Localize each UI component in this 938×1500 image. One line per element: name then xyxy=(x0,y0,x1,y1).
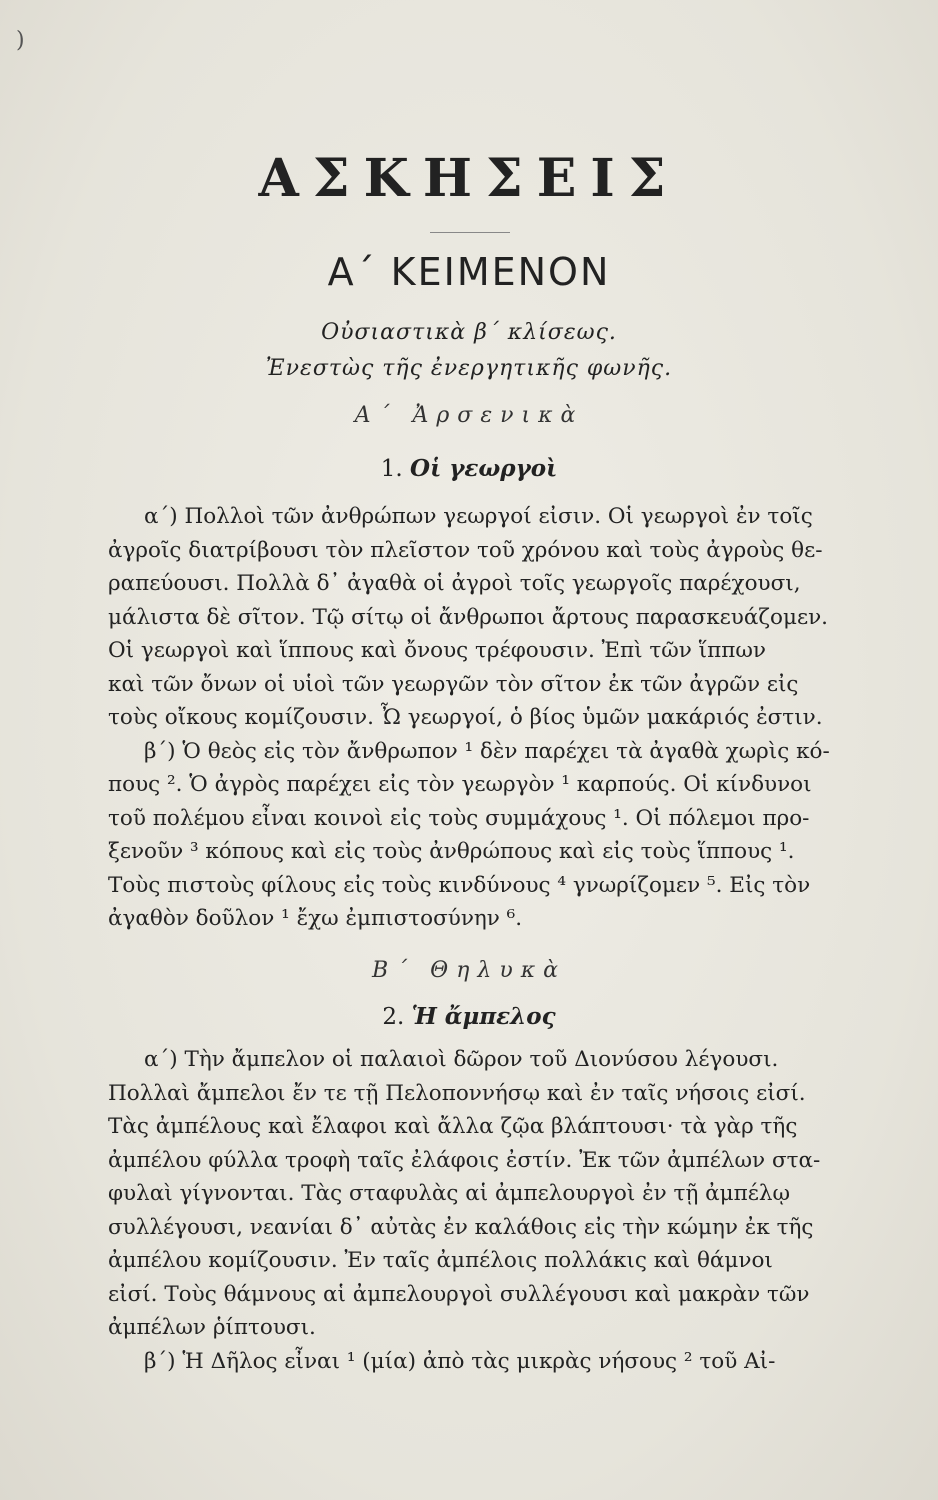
text-line: καὶ τῶν ὄνων οἱ υἱοὶ τῶν γεωργῶν τὸν σῖτον ἐκ τῶν ἀγρῶν εἰς xyxy=(108,671,799,697)
lesson-number: 1. xyxy=(380,456,403,482)
text-line: Πολλαὶ ἄμπελοι ἔν τε τῇ Πελοποννήσῳ καὶ ἐν ταῖς νήσοις εἰσί. xyxy=(108,1080,806,1106)
text-line: ξενοῦν ³ κόπους καὶ εἰς τοὺς ἀνθρώπους καὶ εἰς τοὺς ἵππους ¹. xyxy=(108,839,795,864)
text-line: τοῦ πολέμου εἶναι κοινοὶ εἰς τοὺς συμμάχους ¹. Οἱ πόλεμοι προ- xyxy=(108,805,810,831)
text-line: α΄) Πολλοὶ τῶν ἀνθρώπων γεωργοί εἰσιν. Οἱ γεωργοὶ ἐν τοῖς xyxy=(144,504,813,529)
text-line: φυλαὶ γίγνονται. Τὰς σταφυλὰς αἱ ἀμπελουργοὶ ἐν τῇ ἀμπέλῳ xyxy=(108,1181,791,1206)
text-line: Τοὺς πιστοὺς φίλους εἰς τοὺς κινδύνους ⁴ γνωρίζομεν ⁵. Εἰς τὸν xyxy=(108,872,811,898)
page-subtitle: Α΄ ΚΕΙΜΕΝΟΝ xyxy=(327,250,611,294)
page-title: ΑΣΚΗΣΕΙΣ xyxy=(258,148,680,209)
text-line: ραπεύουσι. Πολλὰ δ᾽ ἀγαθὰ οἱ ἀγροὶ τοῖς γεωργοῖς παρέχουσι, xyxy=(108,571,801,596)
lesson-text-2 xyxy=(108,1043,866,1378)
text-line: Τὰς ἀμπέλους καὶ ἔλαφοι καὶ ἄλλα ζῷα βλάπτουσι· τὰ γὰρ τῆς xyxy=(108,1114,798,1139)
text-line: Οἱ γεωργοὶ καὶ ἵππους καὶ ὄνους τρέφουσιν. Ἐπὶ τῶν ἵππων xyxy=(108,638,766,663)
text-line: ἀγροῖς διατρίβουσι τὸν πλεῖστον τοῦ χρόνου καὶ τοὺς ἀγροὺς θε- xyxy=(108,537,823,563)
title-divider xyxy=(430,232,510,233)
text-line: α΄) Τὴν ἄμπελον οἱ παλαιοὶ δῶρον τοῦ Διονύσου λέγουσι. xyxy=(144,1047,779,1072)
lesson-title-text: Οἱ γεωργοὶ xyxy=(410,455,558,482)
grammar-heading-nouns: Οὐσιαστικὰ β΄ κλίσεως. xyxy=(321,320,617,345)
section-label-feminine: Β΄ Θηλυκὰ xyxy=(372,958,566,983)
text-line: ἀγαθὸν δοῦλον ¹ ἔχω ἐμπιστοσύνην ⁶. xyxy=(108,906,523,931)
margin-mark: ) xyxy=(16,28,25,53)
text-line: ἀμπέλου φύλλα τροφὴ ταῖς ἐλάφοις ἐστίν. Ἐκ τῶν ἀμπέλων στα- xyxy=(108,1147,821,1173)
section-label-masculine: Α΄ Ἀρσενικὰ xyxy=(354,403,584,428)
text-line: εἰσί. Τοὺς θάμνους αἱ ἀμπελουργοὶ συλλέγουσι καὶ μακρὰν τῶν xyxy=(108,1281,810,1307)
lesson-number: 2. xyxy=(382,1004,405,1030)
text-line: συλλέγουσι, νεανίαι δ᾽ αὐτὰς ἐν καλάθοις εἰς τὴν κώμην ἐκ τῆς xyxy=(108,1214,814,1240)
lesson-title-1 xyxy=(0,455,938,482)
lesson-title-text: Ἡ ἄμπελος xyxy=(411,1003,556,1030)
text-line: β΄) Ὁ θεὸς εἰς τὸν ἄνθρωπον ¹ δὲν παρέχει τὰ ἀγαθὰ χωρὶς κό- xyxy=(144,738,830,764)
text-line: τοὺς οἴκους κομίζουσιν. Ὦ γεωργοί, ὁ βίος ὑμῶν μακάριός ἐστιν. xyxy=(108,705,823,730)
text-line: ἀμπέλων ῥίπτουσι. xyxy=(108,1315,316,1340)
lesson-title-2 xyxy=(0,1003,938,1030)
grammar-heading-verbs: Ἐνεστὼς τῆς ἐνεργητικῆς φωνῆς. xyxy=(265,356,673,381)
text-line: πους ². Ὁ ἀγρὸς παρέχει εἰς τὸν γεωργὸν ¹ καρπούς. Οἱ κίνδυνοι xyxy=(108,772,812,797)
text-line: ἀμπέλου κομίζουσιν. Ἐν ταῖς ἀμπέλοις πολλάκις καὶ θάμνοι xyxy=(108,1248,773,1273)
lesson-text-1 xyxy=(108,500,866,936)
text-line: β΄) Ἡ Δῆλος εἶναι ¹ (μία) ἀπὸ τὰς μικρὰς νήσους ² τοῦ Αἰ- xyxy=(144,1348,776,1374)
text-line: μάλιστα δὲ σῖτον. Τῷ σίτῳ οἱ ἄνθρωποι ἄρτους παρασκευάζομεν. xyxy=(108,604,828,630)
